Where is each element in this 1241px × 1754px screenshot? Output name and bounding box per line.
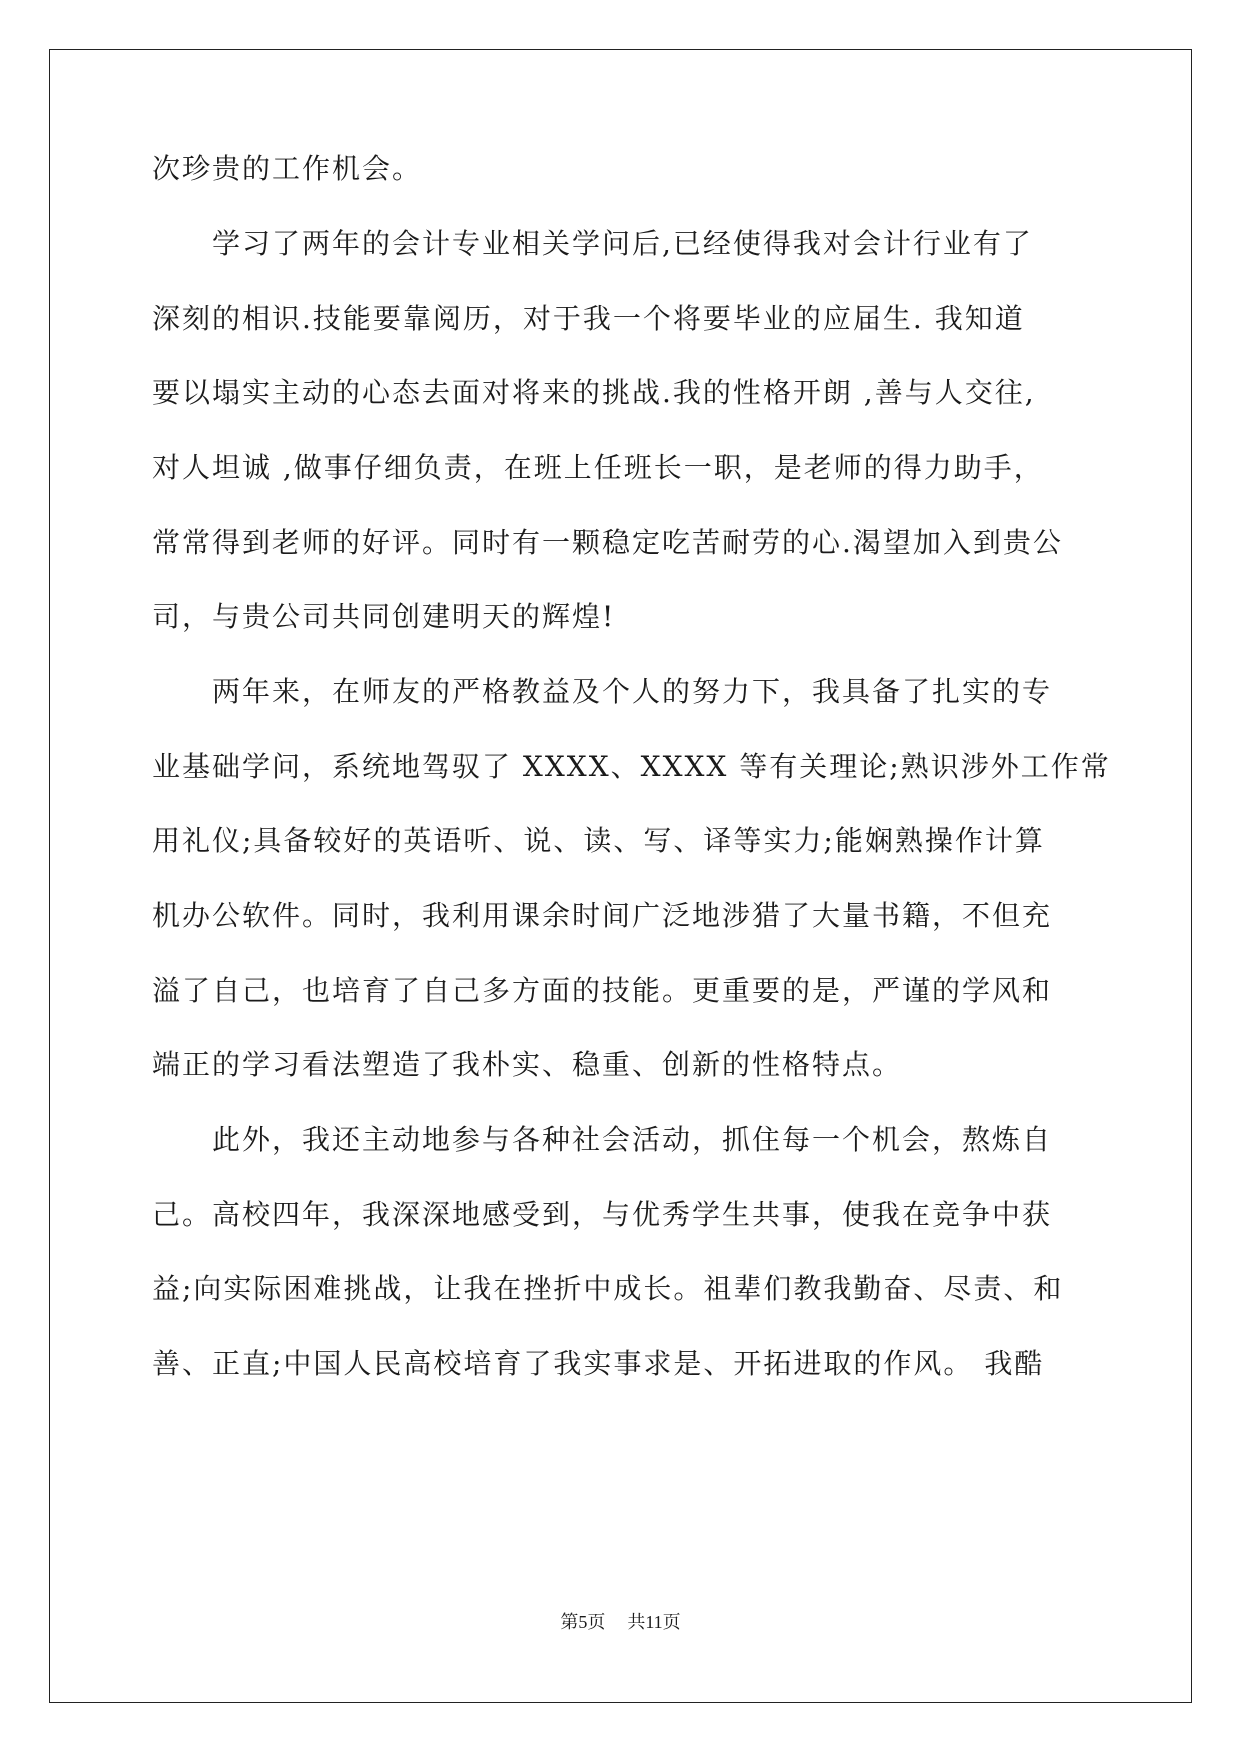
text-line-10: 用礼仪;具备较好的英语听、说、读、写、译等实力;能娴熟操作计算 <box>152 824 1045 857</box>
text-line-3: 深刻的相识.技能要靠阅历，对于我一个将要毕业的应届生. 我知道 <box>152 302 1025 335</box>
text-line-6: 常常得到老师的好评。同时有一颗稳定吃苦耐劳的心.渴望加入到贵公 <box>152 526 1063 559</box>
text-line-12: 溢了自己，也培育了自己多方面的技能。更重要的是，严谨的学风和 <box>152 974 1053 1007</box>
text-line-16: 益;向实际困难挑战，让我在挫折中成长。祖辈们教我勤奋、尽责、和 <box>152 1272 1064 1305</box>
text-line-7: 司，与贵公司共同创建明天的辉煌! <box>152 600 616 633</box>
text-line-1: 次珍贵的工作机会。 <box>152 152 423 185</box>
text-line-13: 端正的学习看法塑造了我朴实、稳重、创新的性格特点。 <box>152 1048 903 1081</box>
text-line-11: 机办公软件。同时，我利用课余时间广泛地涉猎了大量书籍，不但充 <box>152 899 1053 932</box>
page-total: 共11页 <box>627 1612 681 1632</box>
text-line-8: 两年来，在师友的严格教益及个人的努力下，我具备了扎实的专 <box>152 675 1053 708</box>
text-line-2: 学习了两年的会计专业相关学问后,已经使得我对会计行业有了 <box>152 227 1033 260</box>
text-line-14: 此外，我还主动地参与各种社会活动，抓住每一个机会，熬炼自 <box>152 1123 1053 1156</box>
text-line-5: 对人坦诚 ,做事仔细负责，在班上任班长一职，是老师的得力助手， <box>152 451 1044 484</box>
text-line-17: 善、正直;中国人民高校培育了我实事求是、开拓进取的作风。 我酷 <box>152 1347 1045 1380</box>
page-number: 第5页 <box>560 1612 606 1632</box>
text-line-15: 己。高校四年，我深深地感受到，与优秀学生共事，使我在竞争中获 <box>152 1198 1053 1231</box>
page-footer <box>0 1608 1241 1634</box>
text-line-4: 要以塌实主动的心态去面对将来的挑战.我的性格开朗 ,善与人交往, <box>152 376 1036 409</box>
text-line-9: 业基础学问，系统地驾驭了 XXXX、XXXX 等有关理论;熟识涉外工作常 <box>152 750 1111 783</box>
